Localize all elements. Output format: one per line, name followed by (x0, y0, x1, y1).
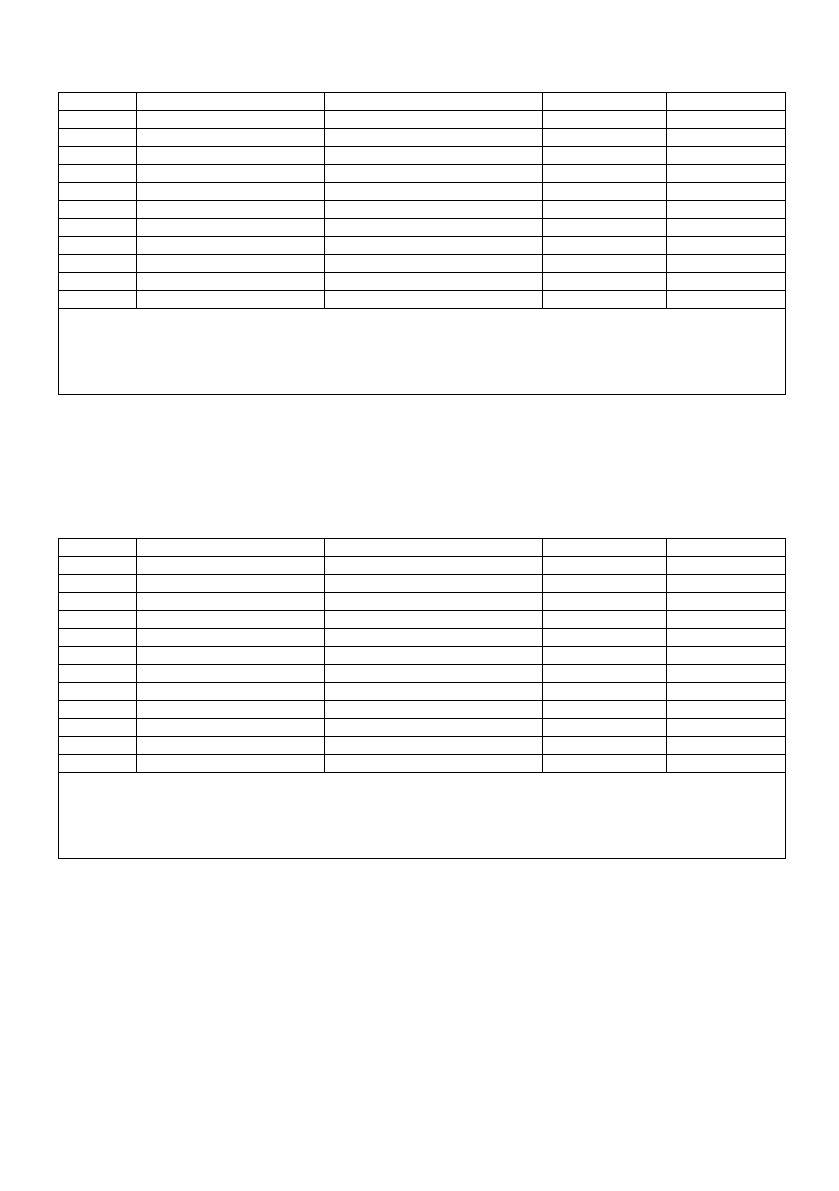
table-cell (667, 165, 786, 183)
lower-form-table-body (59, 539, 786, 859)
table-cell (325, 557, 543, 575)
table-cell (59, 237, 137, 255)
table-cell (667, 201, 786, 219)
table-cell (59, 647, 137, 665)
table-cell (667, 237, 786, 255)
table-cell (667, 255, 786, 273)
table-cell (667, 273, 786, 291)
table-cell (59, 755, 137, 773)
table-cell (325, 755, 543, 773)
lower-form-table (58, 538, 786, 859)
table-cell (667, 129, 786, 147)
table-cell (667, 701, 786, 719)
table-row (59, 737, 786, 755)
table-cell (543, 647, 667, 665)
table-header-cell (137, 539, 325, 557)
table-cell (137, 575, 325, 593)
table-cell (543, 755, 667, 773)
table-cell (667, 593, 786, 611)
table-cell (137, 129, 325, 147)
table-cell (137, 611, 325, 629)
table-cell (137, 755, 325, 773)
table-cell (137, 557, 325, 575)
table-cell (59, 665, 137, 683)
table-row (59, 593, 786, 611)
table-cell (543, 273, 667, 291)
table-cell (543, 719, 667, 737)
table-cell (543, 111, 667, 129)
table-cell (325, 575, 543, 593)
table-row (59, 665, 786, 683)
table-row (59, 683, 786, 701)
table-cell (137, 701, 325, 719)
table-cell (59, 129, 137, 147)
table-cell (325, 273, 543, 291)
table-row (59, 629, 786, 647)
table-cell (137, 165, 325, 183)
table-row (59, 147, 786, 165)
table-cell (543, 237, 667, 255)
table-cell (543, 291, 667, 309)
table-cell (137, 647, 325, 665)
table-row (59, 719, 786, 737)
table-cell (137, 147, 325, 165)
table-row (59, 557, 786, 575)
table-cell (59, 219, 137, 237)
table-cell (137, 593, 325, 611)
table-cell (137, 183, 325, 201)
table-cell (667, 755, 786, 773)
table-cell (137, 201, 325, 219)
table-cell (59, 201, 137, 219)
table-header-cell (59, 539, 137, 557)
table-cell (667, 683, 786, 701)
table-cell (59, 575, 137, 593)
table-cell (667, 291, 786, 309)
table-header-cell (59, 93, 137, 111)
table-row (59, 165, 786, 183)
table-cell (325, 611, 543, 629)
table-header-cell (325, 539, 543, 557)
upper-form-table-body (59, 93, 786, 395)
table-row (59, 201, 786, 219)
table-cell (325, 219, 543, 237)
table-cell (59, 737, 137, 755)
table-cell (325, 593, 543, 611)
table-cell (543, 201, 667, 219)
table-header-cell (667, 93, 786, 111)
table-cell (325, 255, 543, 273)
table-row (59, 273, 786, 291)
table-row (59, 255, 786, 273)
table-cell (325, 737, 543, 755)
table-cell (325, 719, 543, 737)
table-header-row (59, 93, 786, 111)
table-cell (137, 111, 325, 129)
table-header-cell (543, 539, 667, 557)
table-notes-cell (59, 773, 786, 859)
table-row (59, 183, 786, 201)
table-cell (137, 683, 325, 701)
table-cell (543, 629, 667, 647)
table-cell (543, 701, 667, 719)
table-cell (325, 147, 543, 165)
table-cell (667, 719, 786, 737)
table-header-row (59, 539, 786, 557)
table-cell (137, 737, 325, 755)
table-cell (137, 219, 325, 237)
table-cell (543, 183, 667, 201)
table-row (59, 647, 786, 665)
table-cell (325, 629, 543, 647)
table-row (59, 611, 786, 629)
table-cell (543, 147, 667, 165)
table-row (59, 291, 786, 309)
table-header-cell (137, 93, 325, 111)
table-row (59, 219, 786, 237)
table-cell (667, 629, 786, 647)
table-cell (667, 147, 786, 165)
table-cell (543, 737, 667, 755)
table-cell (137, 719, 325, 737)
table-cell (59, 701, 137, 719)
table-cell (325, 183, 543, 201)
table-cell (667, 611, 786, 629)
table-cell (325, 201, 543, 219)
table-cell (543, 683, 667, 701)
table-cell (59, 165, 137, 183)
table-cell (667, 557, 786, 575)
table-cell (325, 291, 543, 309)
table-cell (543, 557, 667, 575)
table-cell (543, 165, 667, 183)
table-cell (325, 111, 543, 129)
table-cell (543, 611, 667, 629)
table-cell (543, 129, 667, 147)
table-cell (667, 575, 786, 593)
table-cell (59, 629, 137, 647)
table-cell (543, 255, 667, 273)
table-cell (59, 557, 137, 575)
table-cell (667, 219, 786, 237)
table-cell (325, 683, 543, 701)
upper-form-table (58, 92, 786, 395)
table-cell (59, 183, 137, 201)
table-cell (543, 219, 667, 237)
table-cell (59, 611, 137, 629)
table-cell (137, 291, 325, 309)
table-cell (667, 665, 786, 683)
table-notes-row (59, 309, 786, 395)
table-row (59, 755, 786, 773)
table-cell (325, 165, 543, 183)
table-row (59, 575, 786, 593)
table-cell (137, 273, 325, 291)
table-cell (325, 701, 543, 719)
table-cell (667, 183, 786, 201)
table-cell (543, 665, 667, 683)
table-cell (325, 665, 543, 683)
table-cell (667, 111, 786, 129)
table-row (59, 237, 786, 255)
table-cell (59, 147, 137, 165)
table-cell (59, 255, 137, 273)
table-cell (59, 291, 137, 309)
table-cell (543, 593, 667, 611)
table-header-cell (543, 93, 667, 111)
table-cell (667, 737, 786, 755)
table-cell (325, 237, 543, 255)
table-header-cell (325, 93, 543, 111)
table-cell (543, 575, 667, 593)
table-cell (137, 665, 325, 683)
table-cell (59, 111, 137, 129)
table-row (59, 701, 786, 719)
table-cell (59, 683, 137, 701)
table-cell (59, 719, 137, 737)
table-row (59, 111, 786, 129)
table-cell (137, 237, 325, 255)
table-cell (59, 273, 137, 291)
table-cell (59, 593, 137, 611)
table-header-cell (667, 539, 786, 557)
table-cell (137, 255, 325, 273)
table-cell (667, 647, 786, 665)
table-row (59, 129, 786, 147)
table-cell (325, 129, 543, 147)
table-cell (325, 647, 543, 665)
table-notes-row (59, 773, 786, 859)
table-cell (137, 629, 325, 647)
table-notes-cell (59, 309, 786, 395)
